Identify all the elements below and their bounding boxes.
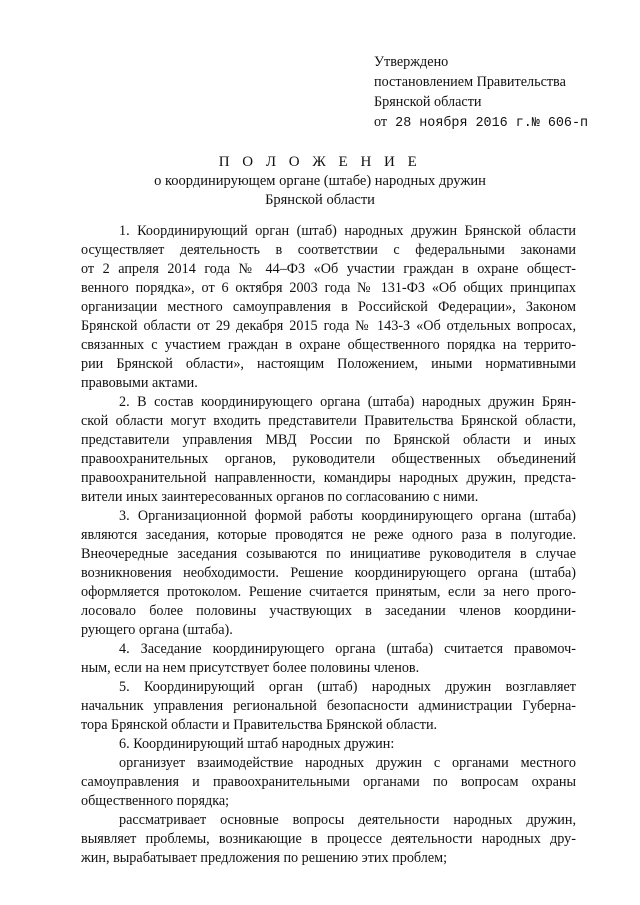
body-text-line: тора Брянской области и Правительства Брянской области. — [81, 717, 438, 733]
document-subtitle: о координирующем органе (штабе) народных дружин — [154, 173, 486, 189]
body-text-line: венного порядка», от 6 октября 2003 года № 131-ФЗ «Об общих принципах — [81, 280, 576, 296]
body-text-line: связанных с участием граждан в охране общественного порядка на террито- — [81, 337, 576, 353]
approval-line-approved: Утверждено — [374, 54, 449, 70]
body-text-line: организации местного самоуправления в Российской Федерации», Законом — [81, 299, 576, 315]
body-text-line: правоохранительной направленности, командиры народных дружин, предста- — [81, 470, 576, 486]
body-text-line: рассматривает основные вопросы деятельности народных дружин, — [119, 812, 576, 828]
body-text-line: являются заседания, которые проводятся не реже одного раза в полугодие. — [81, 527, 576, 543]
body-text-line: 4. Заседание координирующего органа (штаба) считается правомоч- — [119, 641, 576, 657]
body-text-line: правовыми актами. — [81, 375, 198, 391]
body-text-line: самоуправления и правоохранительными органами по вопросам охраны — [81, 774, 576, 790]
body-text-line: ным, если на нем присутствует более половины членов. — [81, 660, 420, 676]
body-text-line: 5. Координирующий орган (штаб) народных дружин возглавляет — [119, 679, 576, 695]
body-text-line: организует взаимодействие народных дружин с органами местного — [119, 755, 576, 771]
body-text-line: Внеочередные заседания созываются по инициативе руководителя в случае — [81, 546, 576, 562]
document-subtitle-region: Брянской области — [265, 192, 375, 208]
approval-line-resolution: постановлением Правительства — [374, 74, 566, 90]
body-text-line: осуществляет деятельность в соответствии с федеральными законами — [81, 242, 576, 258]
approval-date-value: 28 ноября 2016 г.№ 606-п — [395, 116, 589, 131]
body-text-line: Брянской области от 29 декабря 2015 года № 143-З «Об отдельных вопросах, — [81, 318, 576, 334]
body-text-line: 3. Организационной формой работы координирующего органа (штаба) — [119, 508, 576, 524]
body-text-line: 2. В состав координирующего органа (штаба) народных дружин Брян- — [119, 394, 576, 410]
body-text-line: оформляется протоколом. Решение считается принятым, если за него прого- — [81, 584, 576, 600]
approval-block — [374, 52, 624, 134]
approval-date-line — [374, 112, 624, 134]
body-text-line: рующего органа (штаба). — [81, 622, 233, 638]
body-text-line: от 2 апреля 2014 года № 44–ФЗ «Об участии граждан в охране общест- — [81, 261, 576, 277]
body-text-line: правоохранительных органов, руководители общественных объединений — [81, 451, 576, 467]
body-text-line: возникновения необходимости. Решение координирующего органа (штаба) — [81, 565, 576, 581]
body-text-line: представители управления МВД России по Брянской области и иных — [81, 432, 576, 448]
document-body — [81, 222, 576, 868]
body-text-line: вители иных заинтересованных органов по согласованию с ними. — [81, 489, 479, 505]
body-text-line: 6. Координирующий штаб народных дружин: — [119, 736, 395, 752]
body-text-line: ской области могут входить представители Правительства Брянской области, — [81, 413, 576, 429]
body-text-line: лосовало более половины участвующих в заседании членов координи- — [81, 603, 576, 619]
body-text-line: выявляет проблемы, возникающие в процессе деятельности народных дру- — [81, 831, 576, 847]
body-text-line: начальник управления региональной безопасности администрации Губерна- — [81, 698, 576, 714]
approval-line-region: Брянской области — [374, 94, 482, 110]
approval-date-prefix: от — [374, 114, 388, 130]
body-text-line: 1. Координирующий орган (штаб) народных дружин Брянской области — [119, 223, 576, 239]
body-text-line: общественного порядка; — [81, 793, 230, 809]
document-title: П О Л О Ж Е Н И Е — [218, 154, 422, 170]
body-text-line: рии Брянской области», настоящим Положением, иными нормативными — [81, 356, 576, 372]
body-text-line: жин, вырабатывает предложения по решению этих проблем; — [81, 850, 448, 866]
